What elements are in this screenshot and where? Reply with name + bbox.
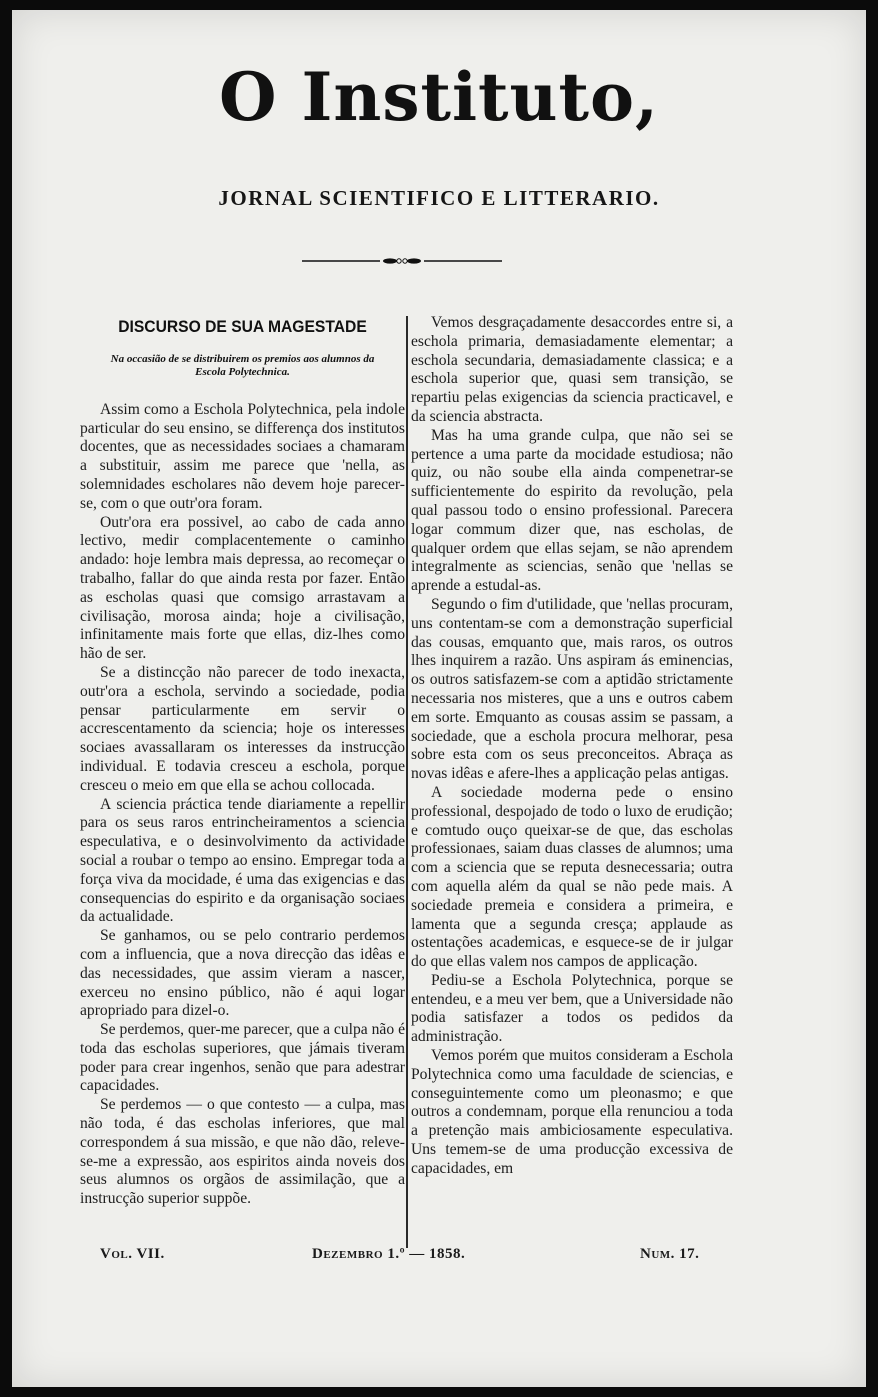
paragraph: A sociedade moderna pede o ensino professional, despojado de todo o luxo de erudição; e comtudo ouço queixar-se de que, das escholas professionaes, saiam duas classes de alumnos; uma com a sciencia que se reputa desnecessaria; outra com aquella além da qual se não pede mais. A sociedade premeia e considera a primeira, e lamenta que a segunda cresça; applaude as ostentações academicas, e esquece-se de ir julgar do que ellas valem nos campos de applicação. xyxy=(411,783,733,971)
article-heading: DISCURSO DE SUA MAGESTADE xyxy=(118,317,367,336)
ornament-divider xyxy=(302,255,502,267)
paragraph: Se a distincção não parecer de todo inexacta, outr'ora a eschola, servindo a sociedade, podia pensar particularmente em servir o accrescentamento da sciencia; hoje os interesses sociaes avassallaram os interesses da instrucção individual. E todavia cresceu a eschola, porque cresceu o meio em que ella se achou collocada. xyxy=(80,663,405,794)
paragraph: Se perdemos — o que contesto — a culpa, mas não toda, é das escholas inferiores, que mal correspondem á sua missão, e que não dão, releve-se-me a expressão, aos espiritos ainda noveis dos seus alumnos os orgãos de assimilação, que a instrucção superior suppõe. xyxy=(80,1096,405,1208)
column-divider xyxy=(406,316,408,1248)
paragraph: Se perdemos, quer-me parecer, que a culpa não é toda das escholas superiores, que jámais tiveram poder para crear ingenhos, senão que para adestrar capacidades. xyxy=(80,1021,405,1095)
paragraph: Vemos desgraçadamente desaccordes entre si, a eschola primaria, demasiadamente elementar; a eschola secundaria, demasiadamente classica; e a eschola superior que, quasi sem transição, se repartiu pelas exigencias da sciencia practicavel, e da sciencia abstracta. xyxy=(411,314,733,425)
paragraph: A sciencia práctica tende diariamente a repellir para os seus raros entrincheiramentos a sciencia especulativa, e o desinvolvimento da actividade social a roubar o tempo ao ensino. Empregar toda a força viva da mocidade, é uma das exigencias e das consequencias do espirito e da organisação sociaes da actualidade. xyxy=(80,795,405,926)
paragraph: Outr'ora era possivel, ao cabo de cada anno lectivo, medir complacentemente o caminho andado: hoje lembra mais depressa, ao recomeçar o trabalho, fallar do que ainda resta por fazer. Então as escholas quasi que comsigo arrastavam a civilisação, morosa ainda; hoje a civilisação, infinitamente mais forte que ellas, diz-lhes como hão de ser. xyxy=(80,513,405,663)
footer-volume: Vol. VII. xyxy=(100,1246,165,1262)
left-column xyxy=(80,316,405,1209)
paragraph: Se ganhamos, ou se pelo contrario perdemos com a influencia, que a nova direcção das idêas e das necessidades, que assim vieram a nascer, exerceu no ensino público, não é aqui logar apropriado para dizel-o. xyxy=(80,927,405,1020)
masthead-title: O Instituto, xyxy=(218,58,659,136)
newspaper-page xyxy=(12,10,866,1387)
paragraph: Pediu-se a Eschola Polytechnica, porque se entendeu, e a meu ver bem, que a Universidade não podia satisfazer a todos os pedidos da administração. xyxy=(411,971,733,1046)
footer-date: Dezembro 1.º — 1858. xyxy=(312,1246,466,1262)
right-column xyxy=(411,314,733,1179)
paragraph: Segundo o fim d'utilidade, que 'nellas procuram, uns contentam-se com a demonstração superficial das cousas, emquanto que, mais raros, os outros lhes inquirem a razão. Uns aspiram ás eminencias, os outros satisfazem-se com a aptidão strictamente necessaria nos misteres, que a uns e outros cabem em sorte. Emquanto as cousas assim se passam, a sociedade, que a eschola procura melhorar, pesa sobre esta com os seus preconceitos. Abraça as novas idêas e afere-lhes a applicação pelas antigas. xyxy=(411,595,733,783)
paragraph: Assim como a Eschola Polytechnica, pela indole particular do seu ensino, se differença dos institutos docentes, que as necessidades sociaes a chamaram a substituir, assim me parece que 'nella, as solemnidades escholares não devem hoje parecer-se, com o que outr'ora foram. xyxy=(80,400,405,512)
footer-number: Num. 17. xyxy=(640,1246,700,1262)
masthead-subtitle: JORNAL SCIENTIFICO E LITTERARIO. xyxy=(218,186,660,210)
article-subheading: Na occasião de se distribuirem os premios aos alumnos da Escola Polytechnica. xyxy=(110,352,375,378)
paragraph: Vemos porém que muitos consideram a Eschola Polytechnica como uma faculdade de sciencias, e conseguintemente como um pleonasmo; e que outros a condemnam, porque ella renunciou a toda a pretenção mais ambiciosamente especulativa. Uns temem-se de uma producção excessiva de capacidades, em xyxy=(411,1047,733,1177)
paragraph: Mas ha uma grande culpa, que não sei se pertence a uma parte da mocidade estudiosa; não quiz, ou não soube ella ainda compenetrar-se sufficientemente do espirito da revolução, pela qual passou todo o ensino professional. Parecera logar commum dizer que, nas escholas, de qualquer ordem que ellas sejam, se não aprendem integralmente as sciencias, senão que 'nellas se aprende a estudal-as. xyxy=(411,426,733,595)
